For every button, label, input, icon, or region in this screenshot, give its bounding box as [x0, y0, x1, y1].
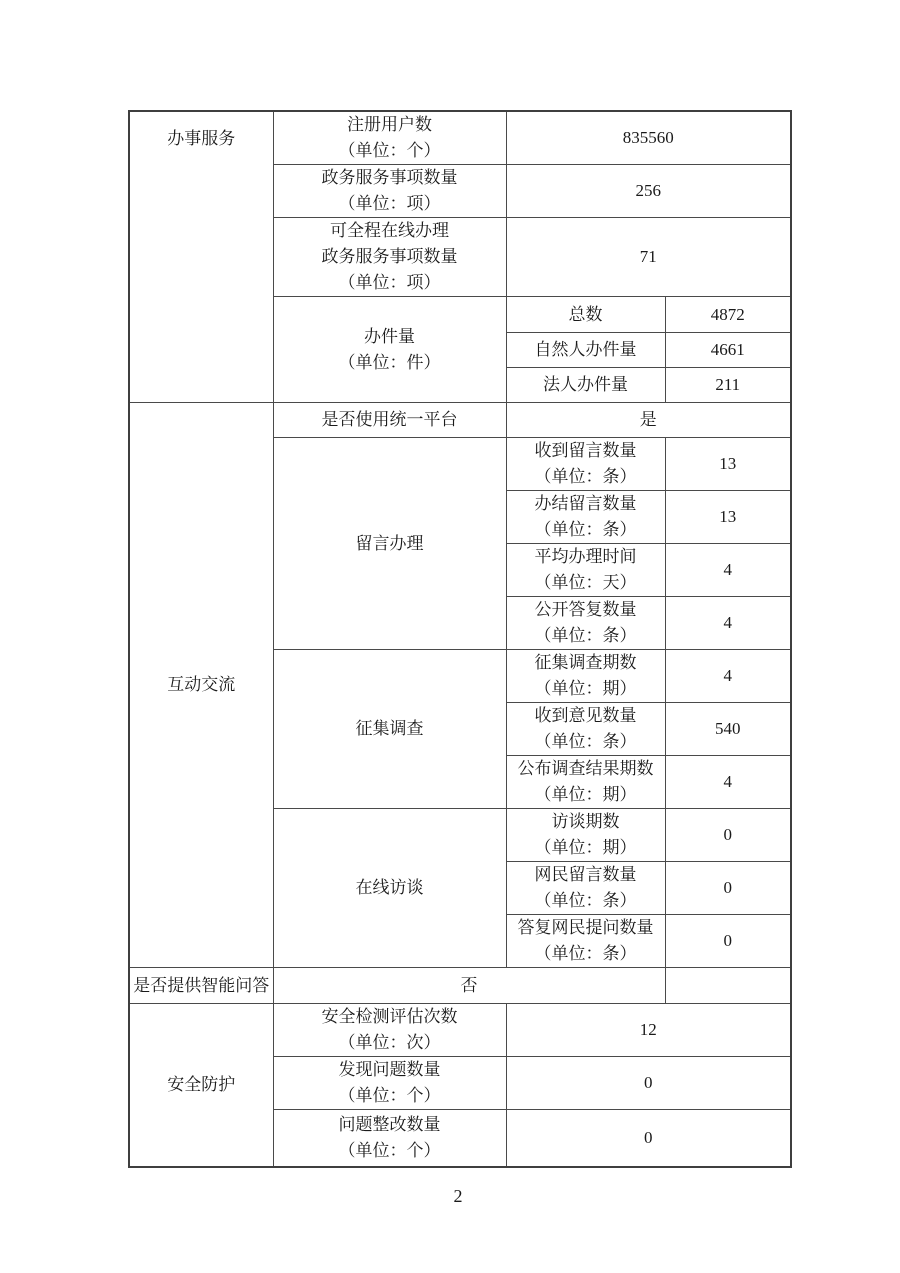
submetric-value: 0	[723, 878, 732, 897]
table-row	[129, 968, 791, 1004]
submetric-label: 收到意见数量	[534, 706, 637, 725]
submetric-label-cell	[506, 333, 665, 368]
submetric-unit: （单位：天）	[534, 573, 637, 592]
submetric-unit: （单位：条）	[534, 467, 637, 486]
metric-label-cell	[273, 165, 506, 218]
section-category-cell	[129, 111, 273, 403]
submetric-value-cell	[665, 703, 791, 756]
metric-value: 71	[639, 247, 657, 266]
metric-label: 注册用户数	[347, 115, 432, 134]
metric-value-cell	[506, 403, 791, 438]
metric-label: 是否使用统一平台	[321, 410, 458, 429]
section-category-cell	[129, 403, 273, 968]
submetric-label: 公布调查结果期数	[517, 759, 654, 778]
metric-unit: （单位：个）	[338, 141, 441, 160]
submetric-value-cell	[665, 756, 791, 809]
submetric-value: 4661	[710, 340, 745, 359]
submetric-value-cell	[665, 915, 791, 968]
submetric-label: 自然人办件量	[534, 340, 637, 359]
metric-value: 0	[644, 1073, 653, 1092]
metric-value: 12	[639, 1020, 657, 1039]
metric-value-cell	[506, 1057, 791, 1110]
submetric-value-cell	[665, 809, 791, 862]
metric-unit: （单位：件）	[338, 352, 441, 372]
metric-label: 政务服务事项数量	[321, 247, 458, 266]
metric-group-cell	[273, 297, 506, 403]
metric-label: 办件量	[364, 326, 415, 346]
metric-label: 发现问题数量	[338, 1060, 441, 1079]
metric-label: 安全检测评估次数	[321, 1007, 458, 1026]
metric-value-cell	[506, 1004, 791, 1057]
submetric-label-cell	[506, 862, 665, 915]
submetric-unit: （单位：期）	[534, 785, 637, 804]
submetric-unit: （单位：条）	[534, 626, 637, 645]
metric-label: 政务服务事项数量	[321, 168, 458, 187]
submetric-label: 平均办理时间	[534, 547, 637, 566]
metric-value: 835560	[622, 128, 674, 147]
section-category-label: 互动交流	[167, 675, 236, 694]
section-category-label: 安全防护	[167, 1074, 236, 1094]
submetric-label-cell	[506, 756, 665, 809]
submetric-unit: （单位：条）	[534, 732, 637, 751]
submetric-value-cell	[665, 862, 791, 915]
submetric-value-cell	[665, 650, 791, 703]
metric-group-cell	[273, 650, 506, 809]
metric-value-cell	[273, 968, 665, 1004]
submetric-unit: （单位：条）	[534, 891, 637, 910]
submetric-unit: （单位：条）	[534, 520, 637, 539]
submetric-value: 4	[723, 772, 732, 791]
submetric-value-cell	[665, 333, 791, 368]
metric-label: 是否提供智能问答	[133, 975, 270, 995]
metric-value-cell	[506, 1110, 791, 1167]
submetric-value: 4	[723, 666, 732, 685]
metric-label-cell	[273, 218, 506, 297]
metric-unit: （单位：次）	[338, 1033, 441, 1052]
submetric-value: 4	[723, 560, 732, 579]
submetric-label: 访谈期数	[551, 812, 620, 831]
metric-unit: （单位：项）	[338, 273, 441, 292]
submetric-label-cell	[506, 650, 665, 703]
metric-label-cell	[273, 1004, 506, 1057]
metric-value-cell	[506, 111, 791, 165]
section-category-cell	[129, 1004, 273, 1167]
table-row	[129, 111, 791, 165]
metric-unit: （单位：个）	[338, 1086, 441, 1105]
metric-unit: （单位：项）	[338, 194, 441, 213]
submetric-label-cell	[506, 703, 665, 756]
metric-group-cell	[273, 438, 506, 650]
submetric-label: 网民留言数量	[534, 865, 637, 884]
report-table	[128, 110, 792, 1168]
submetric-label-cell	[506, 809, 665, 862]
submetric-value-cell	[665, 544, 791, 597]
metric-label: 留言办理	[355, 533, 424, 553]
submetric-unit: （单位：条）	[534, 944, 637, 963]
submetric-label-cell	[506, 915, 665, 968]
submetric-label-cell	[506, 368, 665, 403]
table-row	[129, 403, 791, 438]
submetric-label: 法人办件量	[543, 375, 628, 394]
submetric-label-cell	[506, 597, 665, 650]
submetric-label: 公开答复数量	[534, 600, 637, 619]
metric-label: 在线访谈	[355, 878, 424, 897]
metric-label-cell	[129, 968, 273, 1004]
table-row	[129, 1004, 791, 1057]
submetric-value: 540	[715, 719, 741, 738]
metric-value: 256	[635, 181, 661, 200]
submetric-unit: （单位：期）	[534, 679, 637, 698]
metric-label-cell	[273, 1057, 506, 1110]
metric-value-cell	[506, 218, 791, 297]
metric-value: 0	[644, 1127, 653, 1147]
submetric-label: 收到留言数量	[534, 441, 637, 460]
submetric-label: 办结留言数量	[534, 494, 637, 513]
submetric-value: 0	[723, 825, 732, 844]
metric-label-cell	[273, 1110, 506, 1167]
metric-label: 问题整改数量	[338, 1114, 441, 1134]
submetric-value-cell	[665, 297, 791, 333]
metric-value: 否	[460, 975, 478, 995]
submetric-value-cell	[665, 438, 791, 491]
submetric-label: 总数	[568, 304, 603, 324]
metric-label: 可全程在线办理	[330, 221, 449, 240]
submetric-value: 13	[719, 507, 737, 526]
submetric-value-cell	[665, 368, 791, 403]
submetric-label: 答复网民提问数量	[517, 918, 654, 937]
submetric-value: 4872	[710, 304, 745, 324]
metric-unit: （单位：个）	[338, 1140, 441, 1160]
metric-label-cell	[273, 403, 506, 438]
submetric-value-cell	[665, 491, 791, 544]
submetric-value: 13	[719, 454, 737, 473]
metric-group-cell	[273, 809, 506, 968]
submetric-label-cell	[506, 438, 665, 491]
metric-label-cell	[273, 111, 506, 165]
submetric-value: 211	[715, 375, 741, 394]
metric-value-cell	[506, 165, 791, 218]
submetric-label: 征集调查期数	[534, 653, 637, 672]
submetric-label-cell	[506, 491, 665, 544]
metric-value: 是	[639, 410, 657, 429]
page-number: 2	[453, 1186, 463, 1206]
submetric-value-cell	[665, 597, 791, 650]
submetric-unit: （单位：期）	[534, 838, 637, 857]
submetric-label-cell	[506, 544, 665, 597]
section-category-label: 办事服务	[167, 129, 236, 148]
submetric-value: 4	[723, 613, 732, 632]
submetric-label-cell	[506, 297, 665, 333]
submetric-value: 0	[723, 931, 732, 950]
metric-label: 征集调查	[355, 719, 424, 738]
